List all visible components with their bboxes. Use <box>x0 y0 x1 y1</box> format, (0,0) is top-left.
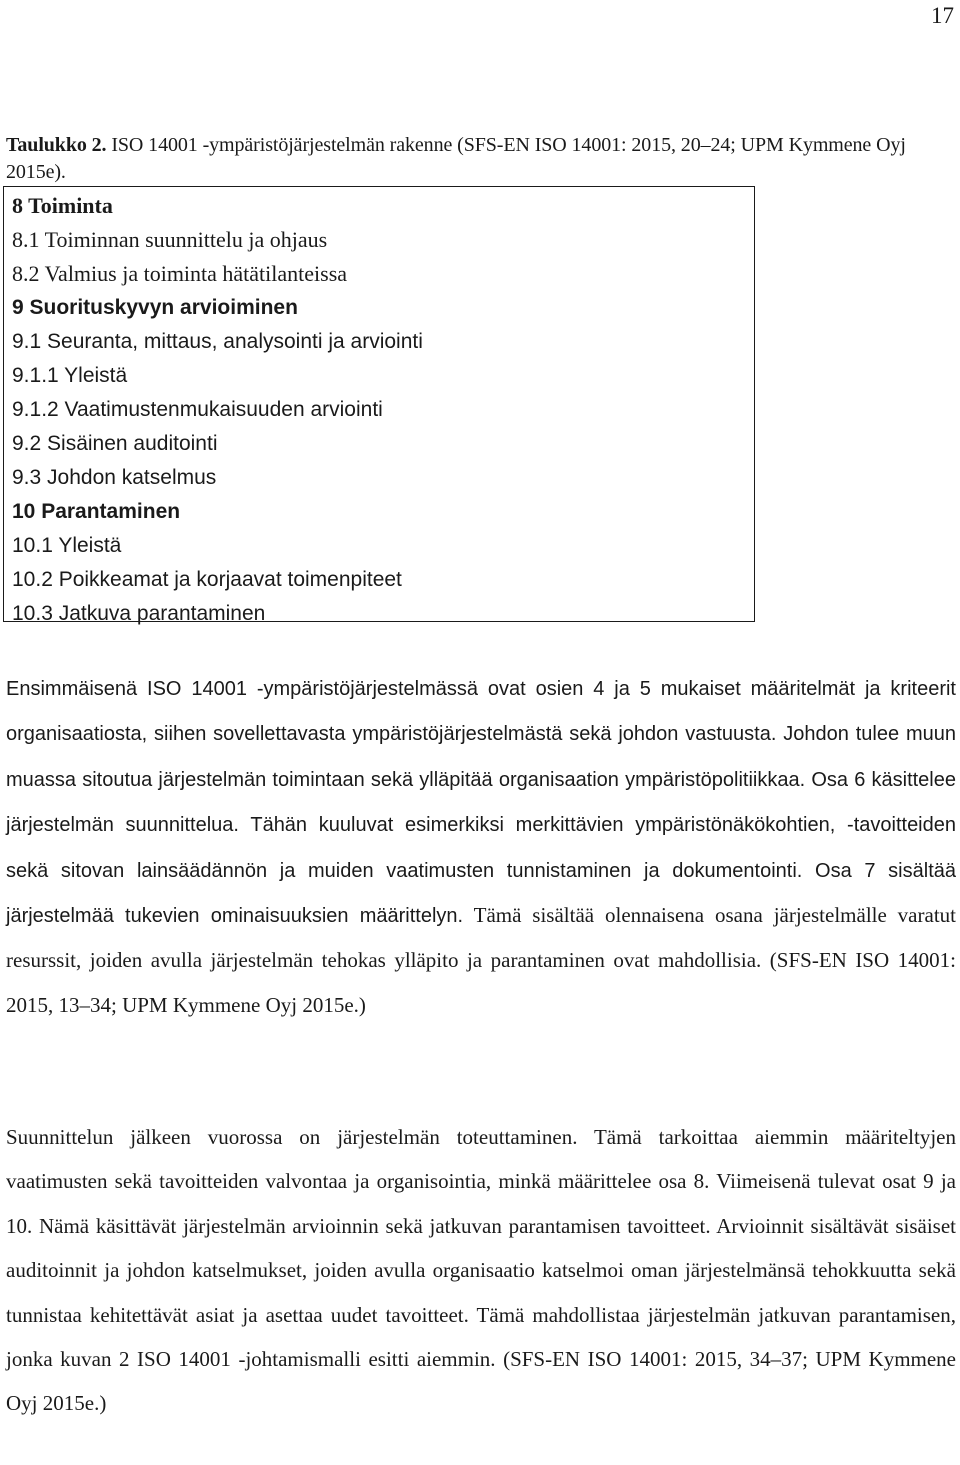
toc-item: 10.1 Yleistä <box>12 534 122 557</box>
toc-item: 9 Suorituskyvyn arvioiminen <box>12 296 298 319</box>
paragraph-2-text: Suunnittelun jälkeen vuorossa on järjestelmän toteuttaminen. Tämä tarkoittaa aiemmin määriteltyjen vaatimusten sekä tavoitteiden valvontaa ja organisointia, minkä määrittelee osa 8. Viimeisenä tulevat osat 9 ja 10. Nämä käsittävät järjestelmän arvioinnin sekä jatkuvan parantamisen tavoitteet. Arvioinnit sisältävät sisäiset auditoinnit ja johdon katselmukset, joiden avulla organisaatio katselmoi oman järjestelmänsä tehokkuutta sekä tunnistaa kehitettävät asiat ja asettaa uudet tavoitteet. Tämä mahdollistaa järjestelmän jatkuvan parantamisen, jonka kuvan 2 ISO 14001 -johtamismalli esitti aiemmin. (SFS-EN ISO 14001: 2015, 34–37; UPM Kymmene Oyj 2015e.) <box>6 1125 956 1416</box>
toc-item: 10.2 Poikkeamat ja korjaavat toimenpiteet <box>12 568 402 591</box>
table-caption <box>6 132 956 186</box>
toc-item: 10 Parantaminen <box>12 500 181 523</box>
toc-item: 10.3 Jatkuva parantaminen <box>12 602 266 625</box>
table-caption-label: Taulukko 2. <box>6 134 107 156</box>
toc-item: 9.1 Seuranta, mittaus, analysointi ja arviointi <box>12 330 423 353</box>
toc-list <box>12 189 423 631</box>
toc-item: 8.1 Toiminnan suunnittelu ja ohjaus <box>12 227 328 252</box>
toc-item: 8 Toiminta <box>12 193 113 218</box>
toc-item: 9.3 Johdon katselmus <box>12 466 217 489</box>
toc-item: 9.1.1 Yleistä <box>12 364 128 387</box>
body-paragraph-1 <box>6 666 956 1027</box>
toc-item: 9.1.2 Vaatimustenmukaisuuden arviointi <box>12 398 383 421</box>
toc-item: 8.2 Valmius ja toiminta hätätilanteissa <box>12 261 348 286</box>
table-caption-text: ISO 14001 -ympäristöjärjestelmän rakenne (SFS-EN ISO 14001: 2015, 20–24; UPM Kymmene Oyj 2015e). <box>6 134 906 183</box>
page-number: 17 <box>931 3 954 28</box>
paragraph-1-sans-text: Ensimmäisenä ISO 14001 -ympäristöjärjestelmässä ovat osien 4 ja 5 mukaiset määritelmät ja kriteerit organisaatiosta, siihen sovellettavasta ympäristöjärjestelmästä sekä johdon vastuusta. Johdon tulee muun muassa sitoutua järjestelmän toimintaan sekä ylläpitää organisaation ympäristöpolitiikkaa. Osa 6 käsittelee järjestelmän suunnittelua. Tähän kuuluvat esimerkiksi merkittävien ympäristönäkökohtien, -tavoitteiden sekä sitovan lainsäädännön ja muiden vaatimusten tunnistaminen ja dokumentointi. Osa 7 sisältää järjestelmää tukevien ominaisuuksien määrittelyn. <box>6 678 956 928</box>
paragraph-1-serif-text: Tämä sisältää olennaisena osana järjestelmälle varatut resurssit, joiden avulla järjestelmän tehokas ylläpito ja parantaminen ovat mahdollisia. (SFS-EN ISO 14001: 2015, 13–34; UPM Kymmene Oyj 2015e.) <box>6 903 956 1017</box>
toc-item: 9.2 Sisäinen auditointi <box>12 432 218 455</box>
body-paragraph-2 <box>6 1115 956 1426</box>
iso-structure-table <box>3 186 755 625</box>
